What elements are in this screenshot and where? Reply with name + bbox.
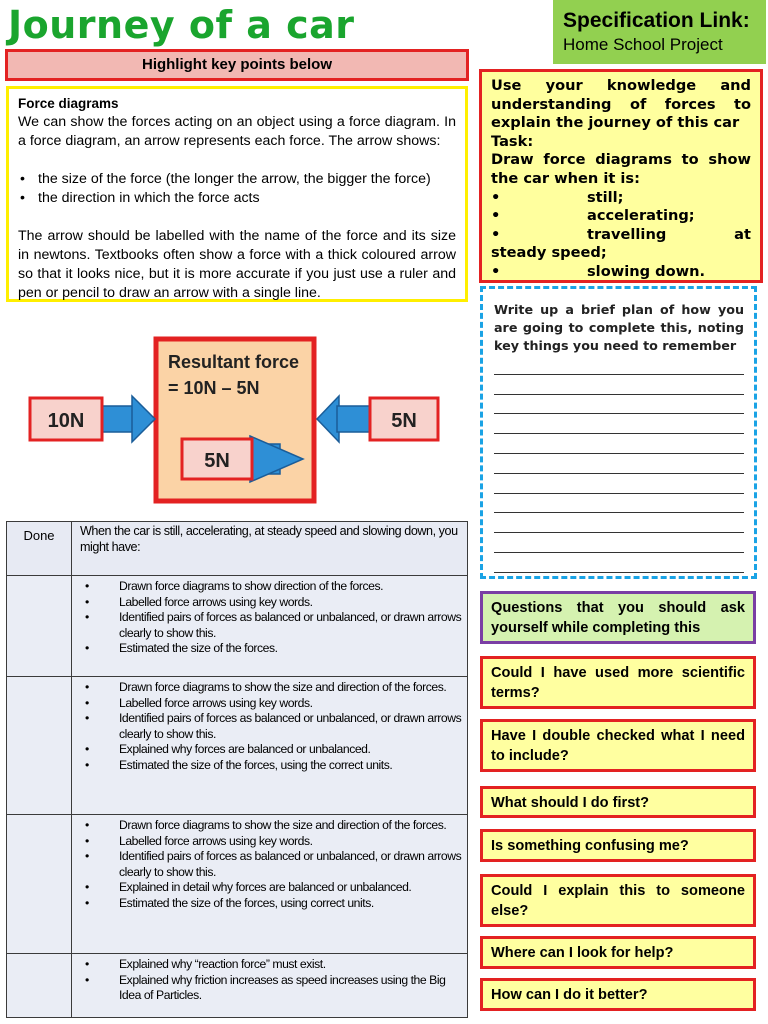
spec-subtitle: Home School Project bbox=[563, 35, 723, 54]
force-diagrams-text-box bbox=[6, 86, 468, 302]
question-box: What should I do first? bbox=[480, 786, 756, 818]
table-header-row bbox=[7, 522, 468, 576]
force-box-heading: Force diagrams bbox=[18, 96, 119, 111]
criteria-item: • Explained why “reaction force” must exist. bbox=[73, 957, 462, 973]
task-box bbox=[479, 69, 763, 283]
checklist-table bbox=[6, 521, 468, 1018]
force-box-intro: We can show the forces acting on an object using a force diagram. In a force diagram, an arrow represents each force. The arrow shows: bbox=[18, 114, 456, 149]
right-label: 5N bbox=[391, 410, 417, 432]
criteria-item: • Explained in detail why forces are balanced or unbalanced. bbox=[73, 880, 462, 896]
force-box-bullet: • the size of the force (the longer the arrow, the bigger the force) bbox=[18, 170, 456, 189]
question-box: Have I double checked what I need to include? bbox=[480, 719, 756, 772]
question-box: Could I have used more scientific terms? bbox=[480, 656, 756, 709]
right-arrow-shaft bbox=[337, 406, 373, 432]
highlight-banner: Highlight key points below bbox=[5, 49, 469, 81]
criteria-item: • Drawn force diagrams to show the size and direction of the forces. bbox=[73, 680, 462, 696]
task-item-text: slowing down. bbox=[587, 262, 706, 280]
task-item-text: at bbox=[734, 225, 751, 243]
left-label: 10N bbox=[47, 410, 85, 432]
task-item-travelling bbox=[491, 226, 751, 245]
task-item-text: travelling bbox=[587, 225, 667, 243]
done-cell[interactable] bbox=[7, 677, 72, 815]
resultant-line2: = 10N – 5N bbox=[168, 378, 260, 398]
task-draw-instruction: Draw force diagrams to show the car when it is: bbox=[491, 151, 751, 187]
criteria-item: • Explained why forces are balanced or unbalanced. bbox=[73, 742, 462, 758]
task-bullet: • bbox=[491, 262, 501, 280]
plan-box[interactable] bbox=[480, 286, 757, 579]
left-arrow-head bbox=[132, 396, 155, 442]
criteria-item: • Labelled force arrows using key words. bbox=[73, 696, 462, 712]
task-item-text: still; bbox=[587, 188, 624, 206]
page-title: Journey of a car bbox=[8, 3, 355, 47]
question-box: Where can I look for help? bbox=[480, 936, 756, 969]
criteria-item: • Identified pairs of forces as balanced or unbalanced, or drawn arrows clearly to show this. bbox=[73, 849, 462, 880]
task-item-text: steady speed; bbox=[491, 244, 607, 262]
done-cell[interactable] bbox=[7, 576, 72, 677]
table-row bbox=[7, 677, 468, 815]
questions-heading: Questions that you should ask yourself while completing this bbox=[480, 591, 756, 644]
task-item-slowing bbox=[491, 263, 751, 282]
question-box: Could I explain this to someone else? bbox=[480, 874, 756, 927]
done-cell[interactable] bbox=[7, 815, 72, 954]
table-row bbox=[7, 815, 468, 954]
criteria-item: • Identified pairs of forces as balanced or unbalanced, or drawn arrows clearly to show this. bbox=[73, 610, 462, 641]
resultant-force-diagram bbox=[20, 336, 450, 508]
force-box-bullets bbox=[18, 170, 456, 208]
table-row bbox=[7, 576, 468, 677]
criteria-item: • Estimated the size of the forces, using the correct units. bbox=[73, 758, 462, 774]
criteria-item: • Identified pairs of forces as balanced or unbalanced, or drawn arrows clearly to show this. bbox=[73, 711, 462, 742]
task-item-accelerating bbox=[491, 207, 751, 226]
force-box-bullet: • the direction in which the force acts bbox=[18, 189, 456, 208]
criteria-cell bbox=[72, 954, 468, 1018]
criteria-cell bbox=[72, 815, 468, 954]
criteria-item: • Drawn force diagrams to show direction of the forces. bbox=[73, 579, 462, 595]
specification-link-box bbox=[553, 0, 766, 64]
task-label: Task: bbox=[491, 132, 534, 150]
criteria-item: • Labelled force arrows using key words. bbox=[73, 834, 462, 850]
question-box: How can I do it better? bbox=[480, 978, 756, 1011]
criteria-cell bbox=[72, 576, 468, 677]
criteria-item: • Estimated the size of the forces. bbox=[73, 641, 462, 657]
plan-prompt: Write up a brief plan of how you are going to complete this, noting key things you need to remember bbox=[494, 302, 744, 353]
criteria-cell bbox=[72, 677, 468, 815]
done-cell[interactable] bbox=[7, 954, 72, 1018]
task-intro: Use your knowledge and understanding of forces to explain the journey of this car bbox=[491, 77, 751, 132]
resultant-line1: Resultant force bbox=[168, 352, 300, 372]
criteria-header: When the car is still, accelerating, at steady speed and slowing down, you might have: bbox=[72, 522, 468, 576]
task-bullet: • bbox=[491, 225, 501, 243]
criteria-item: • Estimated the size of the forces, using correct units. bbox=[73, 896, 462, 912]
plan-writing-lines[interactable] bbox=[494, 355, 744, 593]
task-item-text: accelerating; bbox=[587, 207, 695, 225]
criteria-item: • Explained why friction increases as speed increases using the Big Idea of Particles. bbox=[73, 973, 462, 1004]
done-header: Done bbox=[7, 522, 72, 576]
task-item-still bbox=[491, 189, 751, 208]
task-bullet: • bbox=[491, 188, 501, 206]
force-box-paragraph: The arrow should be labelled with the name of the force and its size in newtons. Textbooks often show a force with a thick coloured arrow so that it looks nice, but it is more accurate if you just use a ruler and pen or pencil to draw an arrow with a single line. bbox=[18, 228, 456, 301]
inner-label: 5N bbox=[204, 450, 230, 472]
right-arrow-head bbox=[317, 396, 339, 442]
criteria-item: • Drawn force diagrams to show the size and direction of the forces. bbox=[73, 818, 462, 834]
question-box: Is something confusing me? bbox=[480, 829, 756, 862]
criteria-item: • Labelled force arrows using key words. bbox=[73, 595, 462, 611]
spec-heading: Specification Link: bbox=[563, 9, 750, 32]
task-bullet: • bbox=[491, 207, 501, 225]
table-row bbox=[7, 954, 468, 1018]
